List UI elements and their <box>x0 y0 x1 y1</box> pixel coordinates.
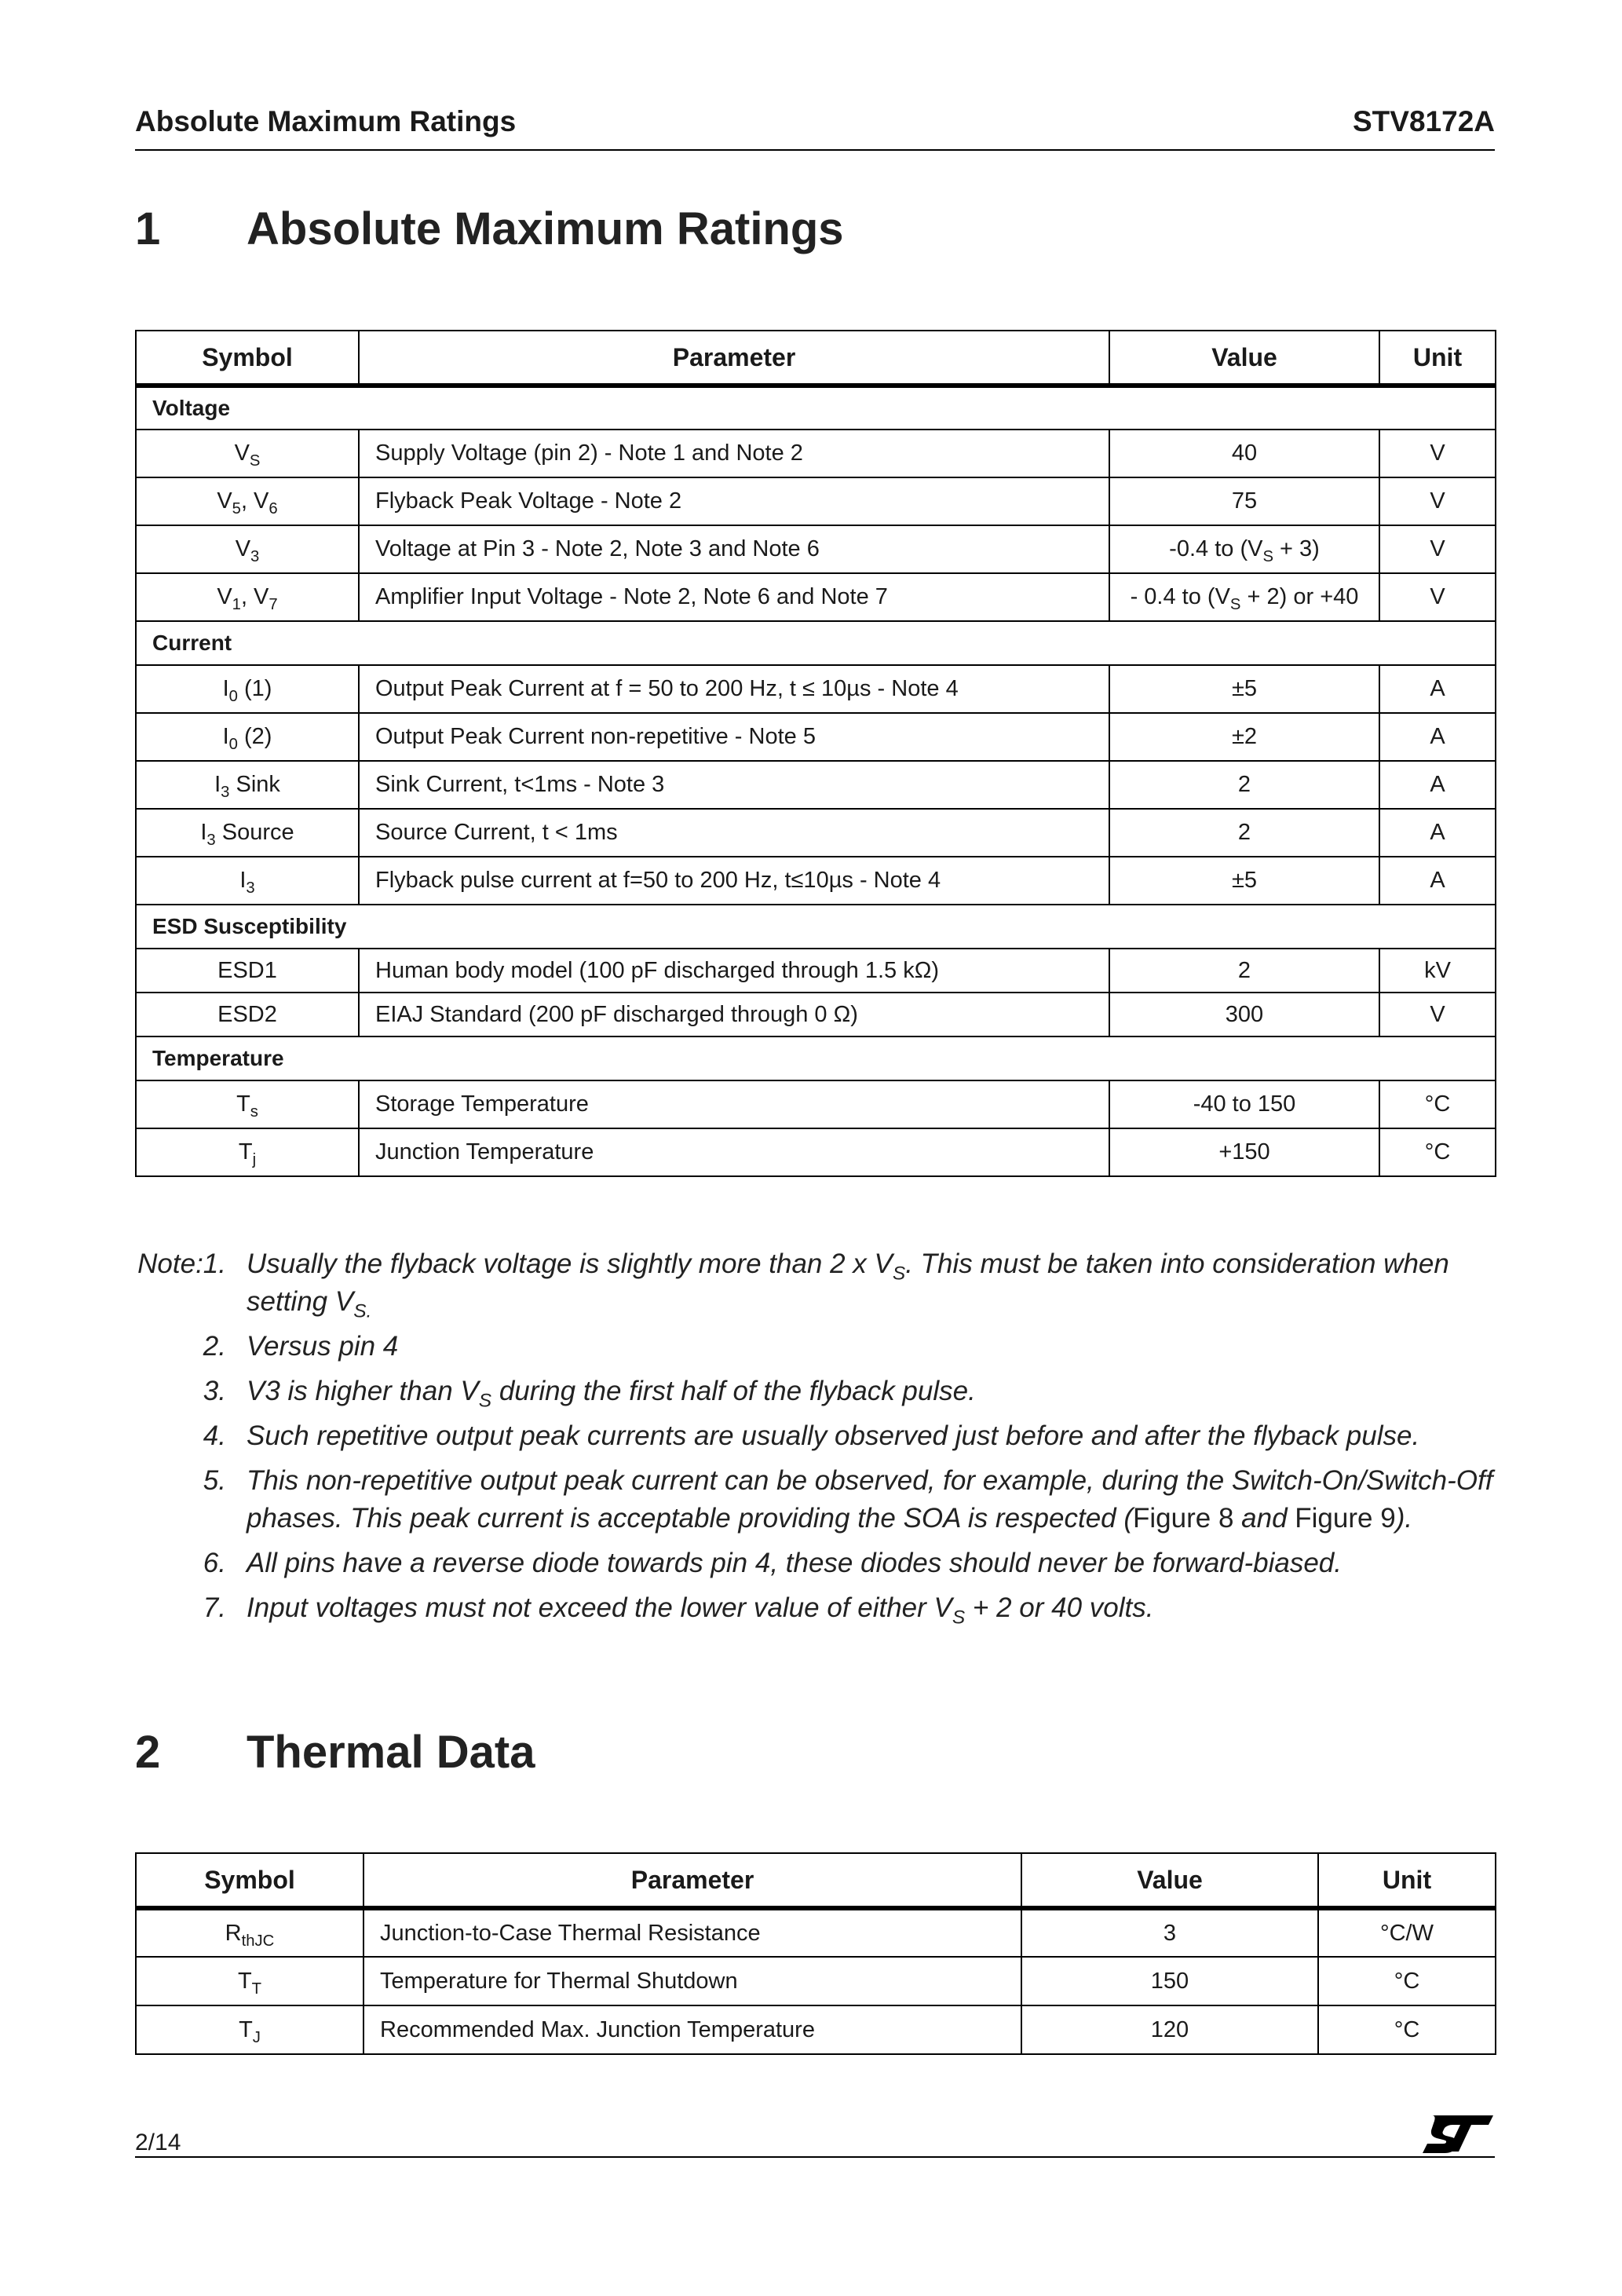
symbol-cell: $T_s$ <box>136 1080 359 1128</box>
value-cell: +150 <box>1109 1128 1379 1176</box>
symbol-cell: ESD2 <box>136 993 359 1036</box>
parameter-cell: Flyback pulse current at f=50 to 200 Hz, t≤10µs - Note 4 <box>359 857 1109 905</box>
group-label: Current <box>136 621 1496 665</box>
note-3: 3. V3 is higher than $V_S$ during the first half of the flyback pulse. <box>135 1373 1501 1410</box>
value-cell: ±5 <box>1109 665 1379 713</box>
value-cell: -0.4 to $(V_S + 3)$ <box>1109 525 1379 573</box>
value-cell: 300 <box>1109 993 1379 1036</box>
table-row <box>136 809 1496 857</box>
table-row <box>136 477 1496 525</box>
page-number: 2/14 <box>135 2130 181 2155</box>
table-row <box>136 1957 1496 2005</box>
symbol-cell: $V_S$ <box>136 430 359 477</box>
unit-cell: °C <box>1318 1957 1496 2005</box>
symbol-cell: $V_3$ <box>136 525 359 573</box>
st-logo-icon <box>1421 2112 1495 2155</box>
value-cell: ±2 <box>1109 713 1379 761</box>
unit-cell: A <box>1379 761 1496 809</box>
table-row <box>136 761 1496 809</box>
col-header-parameter: Parameter <box>359 331 1109 386</box>
unit-cell: °C <box>1379 1128 1496 1176</box>
note-label: 4. <box>203 1420 226 1451</box>
footer-rule <box>135 2156 1495 2158</box>
symbol-cell: $T_J$ <box>136 2005 363 2054</box>
unit-cell: A <box>1379 857 1496 905</box>
symbol-cell: $I_3$ Sink <box>136 761 359 809</box>
group-label: Temperature <box>136 1036 1496 1080</box>
note-6: 6. All pins have a reverse diode towards pin 4, these diodes should never be forward-biased. <box>135 1545 1501 1582</box>
group-row-voltage <box>136 386 1496 430</box>
col-header-unit: Unit <box>1318 1853 1496 1908</box>
parameter-cell: Sink Current, t<1ms - Note 3 <box>359 761 1109 809</box>
running-header <box>135 105 1495 151</box>
note-4: 4. Such repetitive output peak currents are usually observed just before and after the flyback pulse. <box>135 1417 1501 1455</box>
unit-cell: A <box>1379 713 1496 761</box>
value-cell: 150 <box>1021 1957 1318 2005</box>
parameter-cell: Recommended Max. Junction Temperature <box>363 2005 1021 2054</box>
parameter-cell: Amplifier Input Voltage - Note 2, Note 6 and Note 7 <box>359 573 1109 621</box>
col-header-parameter: Parameter <box>363 1853 1021 1908</box>
note-7: 7. Input voltages must not exceed the lower value of either $V_S + 2$ or 40 volts. <box>135 1589 1501 1627</box>
value-cell: -40 to 150 <box>1109 1080 1379 1128</box>
unit-cell: °C/W <box>1318 1908 1496 1957</box>
section-2-number: 2 <box>135 1727 161 1778</box>
header-part-number: STV8172A <box>1353 105 1495 137</box>
value-cell: 2 <box>1109 809 1379 857</box>
table-row <box>136 430 1496 477</box>
figure-8-link[interactable]: Figure 8 <box>1133 1503 1234 1534</box>
parameter-cell: Temperature for Thermal Shutdown <box>363 1957 1021 2005</box>
table-row <box>136 525 1496 573</box>
section-1-title: Absolute Maximum Ratings <box>247 203 844 254</box>
symbol-cell: $I_0$ (1) <box>136 665 359 713</box>
unit-cell: V <box>1379 573 1496 621</box>
table-row <box>136 993 1496 1036</box>
symbol-cell: $R_{thJC}$ <box>136 1908 363 1957</box>
figure-9-link[interactable]: Figure 9 <box>1295 1503 1396 1534</box>
parameter-cell: Output Peak Current at f = 50 to 200 Hz, t ≤ 10µs - Note 4 <box>359 665 1109 713</box>
note-label: 5. <box>203 1465 226 1496</box>
unit-cell: kV <box>1379 949 1496 993</box>
symbol-cell: $I_3$ <box>136 857 359 905</box>
note-label: 7. <box>203 1592 226 1623</box>
symbol-cell: $I_0$ (2) <box>136 713 359 761</box>
section-1-heading <box>135 203 844 255</box>
parameter-cell: Junction-to-Case Thermal Resistance <box>363 1908 1021 1957</box>
unit-cell: A <box>1379 809 1496 857</box>
table-row <box>136 1080 1496 1128</box>
parameter-cell: Source Current, t < 1ms <box>359 809 1109 857</box>
group-label: Voltage <box>136 386 1496 430</box>
parameter-cell: Output Peak Current non-repetitive - Note 5 <box>359 713 1109 761</box>
table-row <box>136 857 1496 905</box>
parameter-cell: Voltage at Pin 3 - Note 2, Note 3 and Note 6 <box>359 525 1109 573</box>
table-row <box>136 713 1496 761</box>
unit-cell: V <box>1379 430 1496 477</box>
symbol-cell: $I_3$ Source <box>136 809 359 857</box>
unit-cell: °C <box>1318 2005 1496 2054</box>
parameter-cell: Supply Voltage (pin 2) - Note 1 and Note 2 <box>359 430 1109 477</box>
col-header-value: Value <box>1109 331 1379 386</box>
table-row <box>136 1908 1496 1957</box>
symbol-cell: ESD1 <box>136 949 359 993</box>
table-row <box>136 2005 1496 2054</box>
group-row-current <box>136 621 1496 665</box>
value-cell: 2 <box>1109 761 1379 809</box>
symbol-cell: $T_j$ <box>136 1128 359 1176</box>
value-cell: ±5 <box>1109 857 1379 905</box>
unit-cell: A <box>1379 665 1496 713</box>
absolute-maximum-ratings-table <box>135 330 1496 1177</box>
section-2-title: Thermal Data <box>247 1727 535 1778</box>
note-label: 3. <box>203 1376 226 1406</box>
col-header-symbol: Symbol <box>136 1853 363 1908</box>
section-2-heading <box>135 1726 535 1779</box>
note-label: 2. <box>203 1331 226 1362</box>
col-header-value: Value <box>1021 1853 1318 1908</box>
value-cell: 3 <box>1021 1908 1318 1957</box>
value-cell: - 0.4 to $(V_S + 2)$ or +40 <box>1109 573 1379 621</box>
thermal-data-table <box>135 1852 1496 2055</box>
value-cell: 2 <box>1109 949 1379 993</box>
unit-cell: V <box>1379 993 1496 1036</box>
note-label: Note:1. <box>137 1249 226 1279</box>
section-1-number: 1 <box>135 203 161 254</box>
group-row-temperature <box>136 1036 1496 1080</box>
value-cell: 40 <box>1109 430 1379 477</box>
table-header-row <box>136 331 1496 386</box>
value-cell: 75 <box>1109 477 1379 525</box>
symbol-cell: $T_T$ <box>136 1957 363 2005</box>
symbol-cell: $V_1$, $V_7$ <box>136 573 359 621</box>
group-row-esd <box>136 905 1496 949</box>
group-label: ESD Susceptibility <box>136 905 1496 949</box>
unit-cell: V <box>1379 477 1496 525</box>
parameter-cell: Human body model (100 pF discharged through 1.5 kΩ) <box>359 949 1109 993</box>
col-header-unit: Unit <box>1379 331 1496 386</box>
table-header-row <box>136 1853 1496 1908</box>
parameter-cell: EIAJ Standard (200 pF discharged through 0 Ω) <box>359 993 1109 1036</box>
table-row <box>136 665 1496 713</box>
header-section-title: Absolute Maximum Ratings <box>135 105 517 137</box>
unit-cell: °C <box>1379 1080 1496 1128</box>
symbol-cell: $V_5$, $V_6$ <box>136 477 359 525</box>
note-1: Note:1. Usually the flyback voltage is slightly more than 2 x $V_S$. This must be taken into consideration when setting $V_{S.}$ <box>135 1245 1501 1321</box>
note-label: 6. <box>203 1548 226 1578</box>
value-cell: 120 <box>1021 2005 1318 2054</box>
col-header-symbol: Symbol <box>136 331 359 386</box>
notes-list <box>135 1245 1501 1634</box>
parameter-cell: Flyback Peak Voltage - Note 2 <box>359 477 1109 525</box>
table-row <box>136 949 1496 993</box>
parameter-cell: Storage Temperature <box>359 1080 1109 1128</box>
note-2: 2. Versus pin 4 <box>135 1328 1501 1366</box>
table-row <box>136 573 1496 621</box>
note-5: 5. This non-repetitive output peak current can be observed, for example, during the Switch-On/Switch-Off phases. This peak current is acceptable providing the SOA is respected (Figure 8 and Figure 9). <box>135 1462 1501 1537</box>
parameter-cell: Junction Temperature <box>359 1128 1109 1176</box>
unit-cell: V <box>1379 525 1496 573</box>
table-row <box>136 1128 1496 1176</box>
